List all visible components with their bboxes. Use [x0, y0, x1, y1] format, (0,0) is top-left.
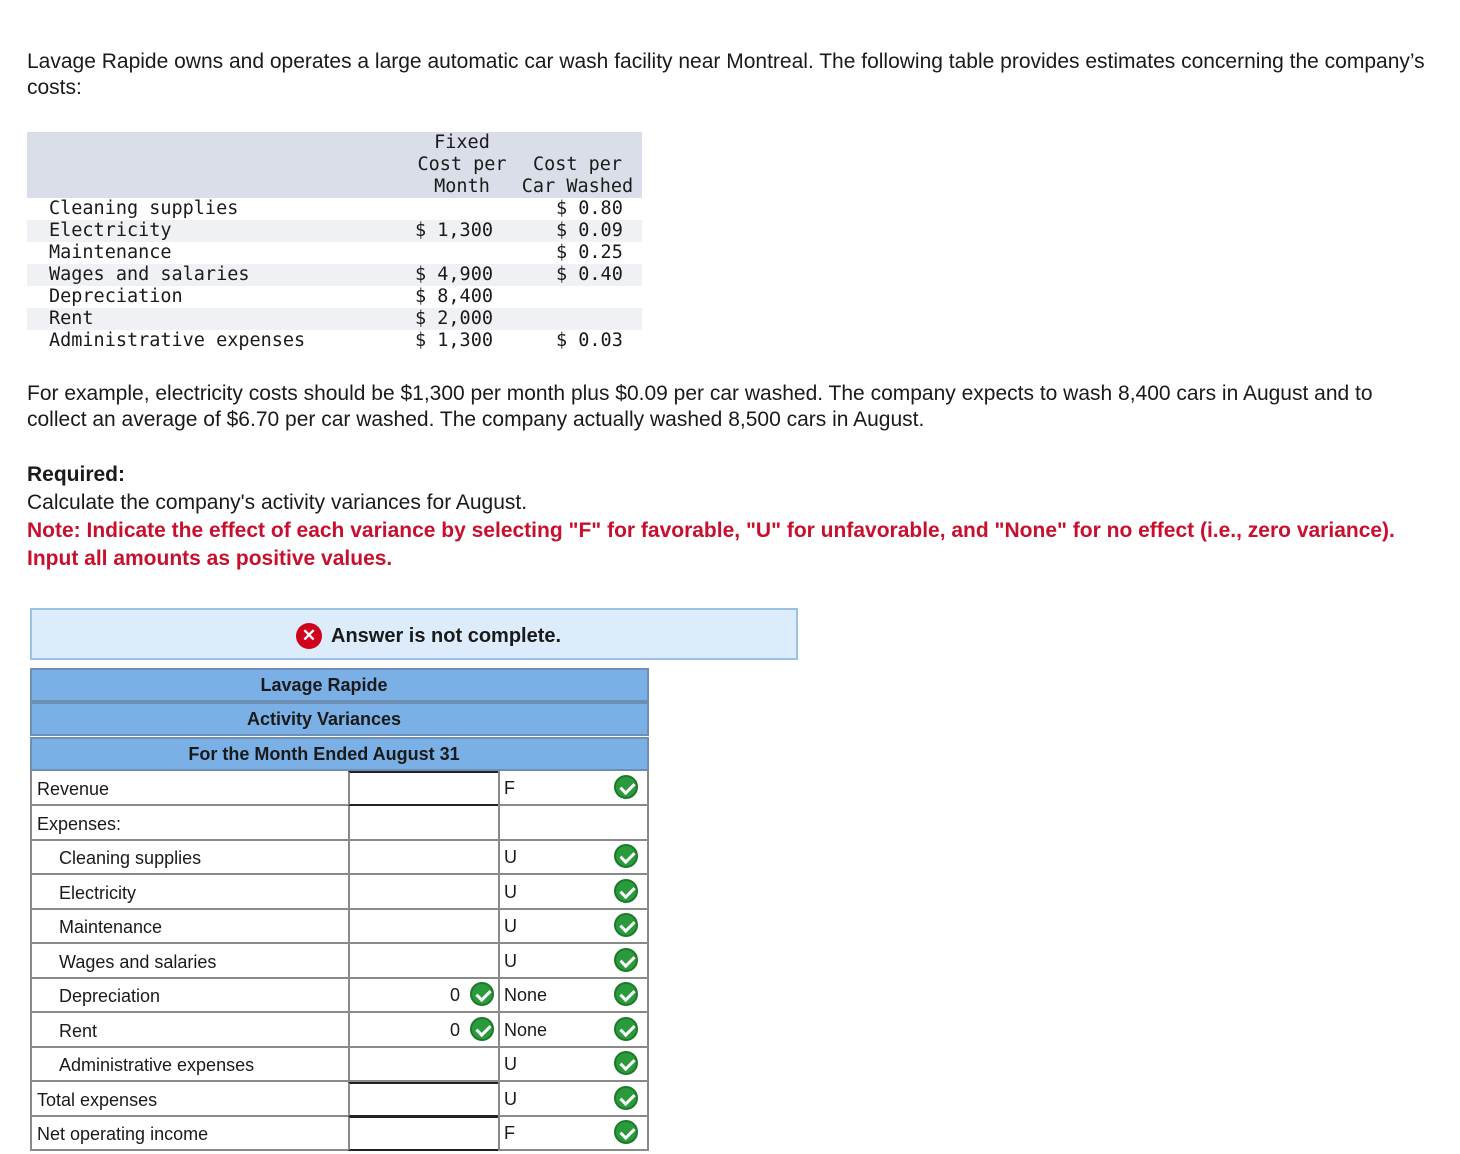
check-icon	[614, 1120, 638, 1144]
check-icon	[614, 913, 638, 937]
row-label: Maintenance	[30, 909, 348, 944]
cost-row-label: Maintenance	[49, 242, 172, 263]
variance-effect-select[interactable]	[498, 840, 649, 875]
variance-effect-select[interactable]	[498, 771, 649, 806]
table-row	[30, 806, 649, 841]
header-variable-cost: Cost per Car Washed	[521, 154, 634, 197]
table-row	[30, 1013, 649, 1048]
variance-amount-input[interactable]	[348, 1082, 498, 1117]
row-label: Wages and salaries	[30, 944, 348, 979]
check-icon	[614, 1086, 638, 1110]
amount-value: 0	[449, 985, 460, 1005]
variance-effect-select[interactable]	[498, 1047, 649, 1082]
variance-effect-select[interactable]	[498, 1116, 649, 1151]
cost-row-fixed: $ 2,000	[415, 308, 493, 329]
variance-effect-select[interactable]	[498, 944, 649, 979]
variance-amount-input[interactable]	[348, 771, 498, 806]
effect-value: U	[504, 1054, 517, 1074]
table-row	[30, 875, 649, 910]
answer-status-banner	[30, 608, 798, 660]
variance-amount-input[interactable]	[348, 806, 498, 841]
variance-amount-input[interactable]	[348, 909, 498, 944]
table-row	[30, 944, 649, 979]
cost-row-label: Cleaning supplies	[49, 198, 239, 219]
required-heading: Required:	[27, 463, 126, 486]
variance-effect-select[interactable]	[498, 875, 649, 910]
answer-status-text: Answer is not complete.	[331, 625, 562, 647]
variance-amount-input[interactable]	[348, 1047, 498, 1082]
table-row	[30, 1047, 649, 1082]
cost-row-variable: $ 0.80	[556, 198, 623, 219]
table-row	[30, 840, 649, 875]
effect-value: U	[504, 950, 517, 971]
row-label: Depreciation	[30, 978, 348, 1013]
check-icon	[614, 1051, 638, 1075]
table-row	[30, 771, 649, 806]
row-label: Cleaning supplies	[30, 840, 348, 875]
effect-value: U	[504, 847, 517, 867]
check-icon	[614, 775, 638, 799]
table-row	[30, 909, 649, 944]
row-label: Net operating income	[30, 1116, 348, 1151]
variance-effect-select[interactable]	[498, 1013, 649, 1048]
cost-estimates-table	[27, 132, 642, 352]
cost-table-header	[27, 132, 642, 198]
effect-value: None	[504, 985, 548, 1005]
effect-value: F	[504, 1123, 515, 1143]
cost-row-label: Electricity	[49, 220, 172, 241]
variance-amount-input[interactable]	[348, 944, 498, 979]
cost-row-fixed: $ 4,900	[415, 264, 493, 285]
table-title-company: Lavage Rapide	[30, 668, 649, 702]
intro-paragraph: Lavage Rapide owns and operates a large automatic car wash facility near Montreal. The following table provides estimates concerning the company’s costs:	[27, 50, 1425, 99]
variance-effect-select[interactable]	[498, 978, 649, 1013]
check-icon	[614, 844, 638, 868]
variance-amount-input[interactable]	[348, 840, 498, 875]
cost-row-variable: $ 0.03	[556, 330, 623, 351]
row-label: Rent	[30, 1013, 348, 1048]
row-label: Revenue	[30, 771, 348, 806]
variance-amount-input[interactable]	[348, 875, 498, 910]
cost-row-fixed: $ 1,300	[415, 220, 493, 241]
table-row	[30, 978, 649, 1013]
cost-row-variable: $ 0.40	[556, 264, 623, 285]
required-note: Note: Indicate the effect of each variance by selecting "F" for favorable, "U" for unfavorable, and "None" for no effect (i.e., zero variance). Input all amounts as positive values.	[27, 519, 1395, 570]
effect-value: U	[504, 881, 517, 902]
row-label: Expenses:	[30, 806, 348, 841]
check-icon	[614, 982, 638, 1006]
header-fixed-cost: Fixed Cost per Month	[417, 132, 507, 197]
cost-row-variable: $ 0.25	[556, 242, 623, 263]
row-label: Administrative expenses	[30, 1047, 348, 1082]
variance-amount-input[interactable]	[348, 1116, 498, 1151]
cost-row-fixed: $ 1,300	[415, 330, 493, 351]
row-label: Total expenses	[30, 1082, 348, 1117]
required-text: Calculate the company's activity variances for August.	[27, 491, 528, 514]
effect-value: None	[504, 1019, 548, 1040]
table-row	[30, 1082, 649, 1117]
cost-row-label: Depreciation	[49, 286, 183, 307]
cost-row-variable: $ 0.09	[556, 220, 623, 241]
table-row	[30, 1116, 649, 1151]
cost-row-label: Rent	[49, 308, 94, 329]
variance-effect-select[interactable]	[498, 909, 649, 944]
effect-value: F	[504, 778, 515, 798]
check-icon	[614, 879, 638, 903]
x-circle-icon: ✕	[296, 623, 322, 649]
variance-amount-input[interactable]	[348, 978, 498, 1013]
row-label: Electricity	[30, 875, 348, 910]
amount-value: 0	[449, 1019, 460, 1040]
effect-value: U	[504, 916, 517, 936]
variance-effect-select[interactable]	[498, 806, 649, 841]
check-icon	[614, 1017, 638, 1041]
variance-amount-input[interactable]	[348, 1013, 498, 1048]
cost-row-fixed: $ 8,400	[415, 286, 493, 307]
table-title-report: Activity Variances	[30, 702, 649, 736]
table-title-period: For the Month Ended August 31	[30, 737, 649, 771]
effect-value: U	[504, 1088, 517, 1109]
check-icon	[614, 948, 638, 972]
cost-row-label: Administrative expenses	[49, 330, 306, 351]
check-icon	[470, 982, 494, 1006]
example-paragraph: For example, electricity costs should be $1,300 per month plus $0.09 per car washed. The company expects to wash 8,400 cars in August and to collect an average of $6.70 per car washed. The company actually washed 8,500 cars in August.	[27, 382, 1373, 431]
cost-row-label: Wages and salaries	[49, 264, 250, 285]
variance-effect-select[interactable]	[498, 1082, 649, 1117]
check-icon	[470, 1017, 494, 1041]
